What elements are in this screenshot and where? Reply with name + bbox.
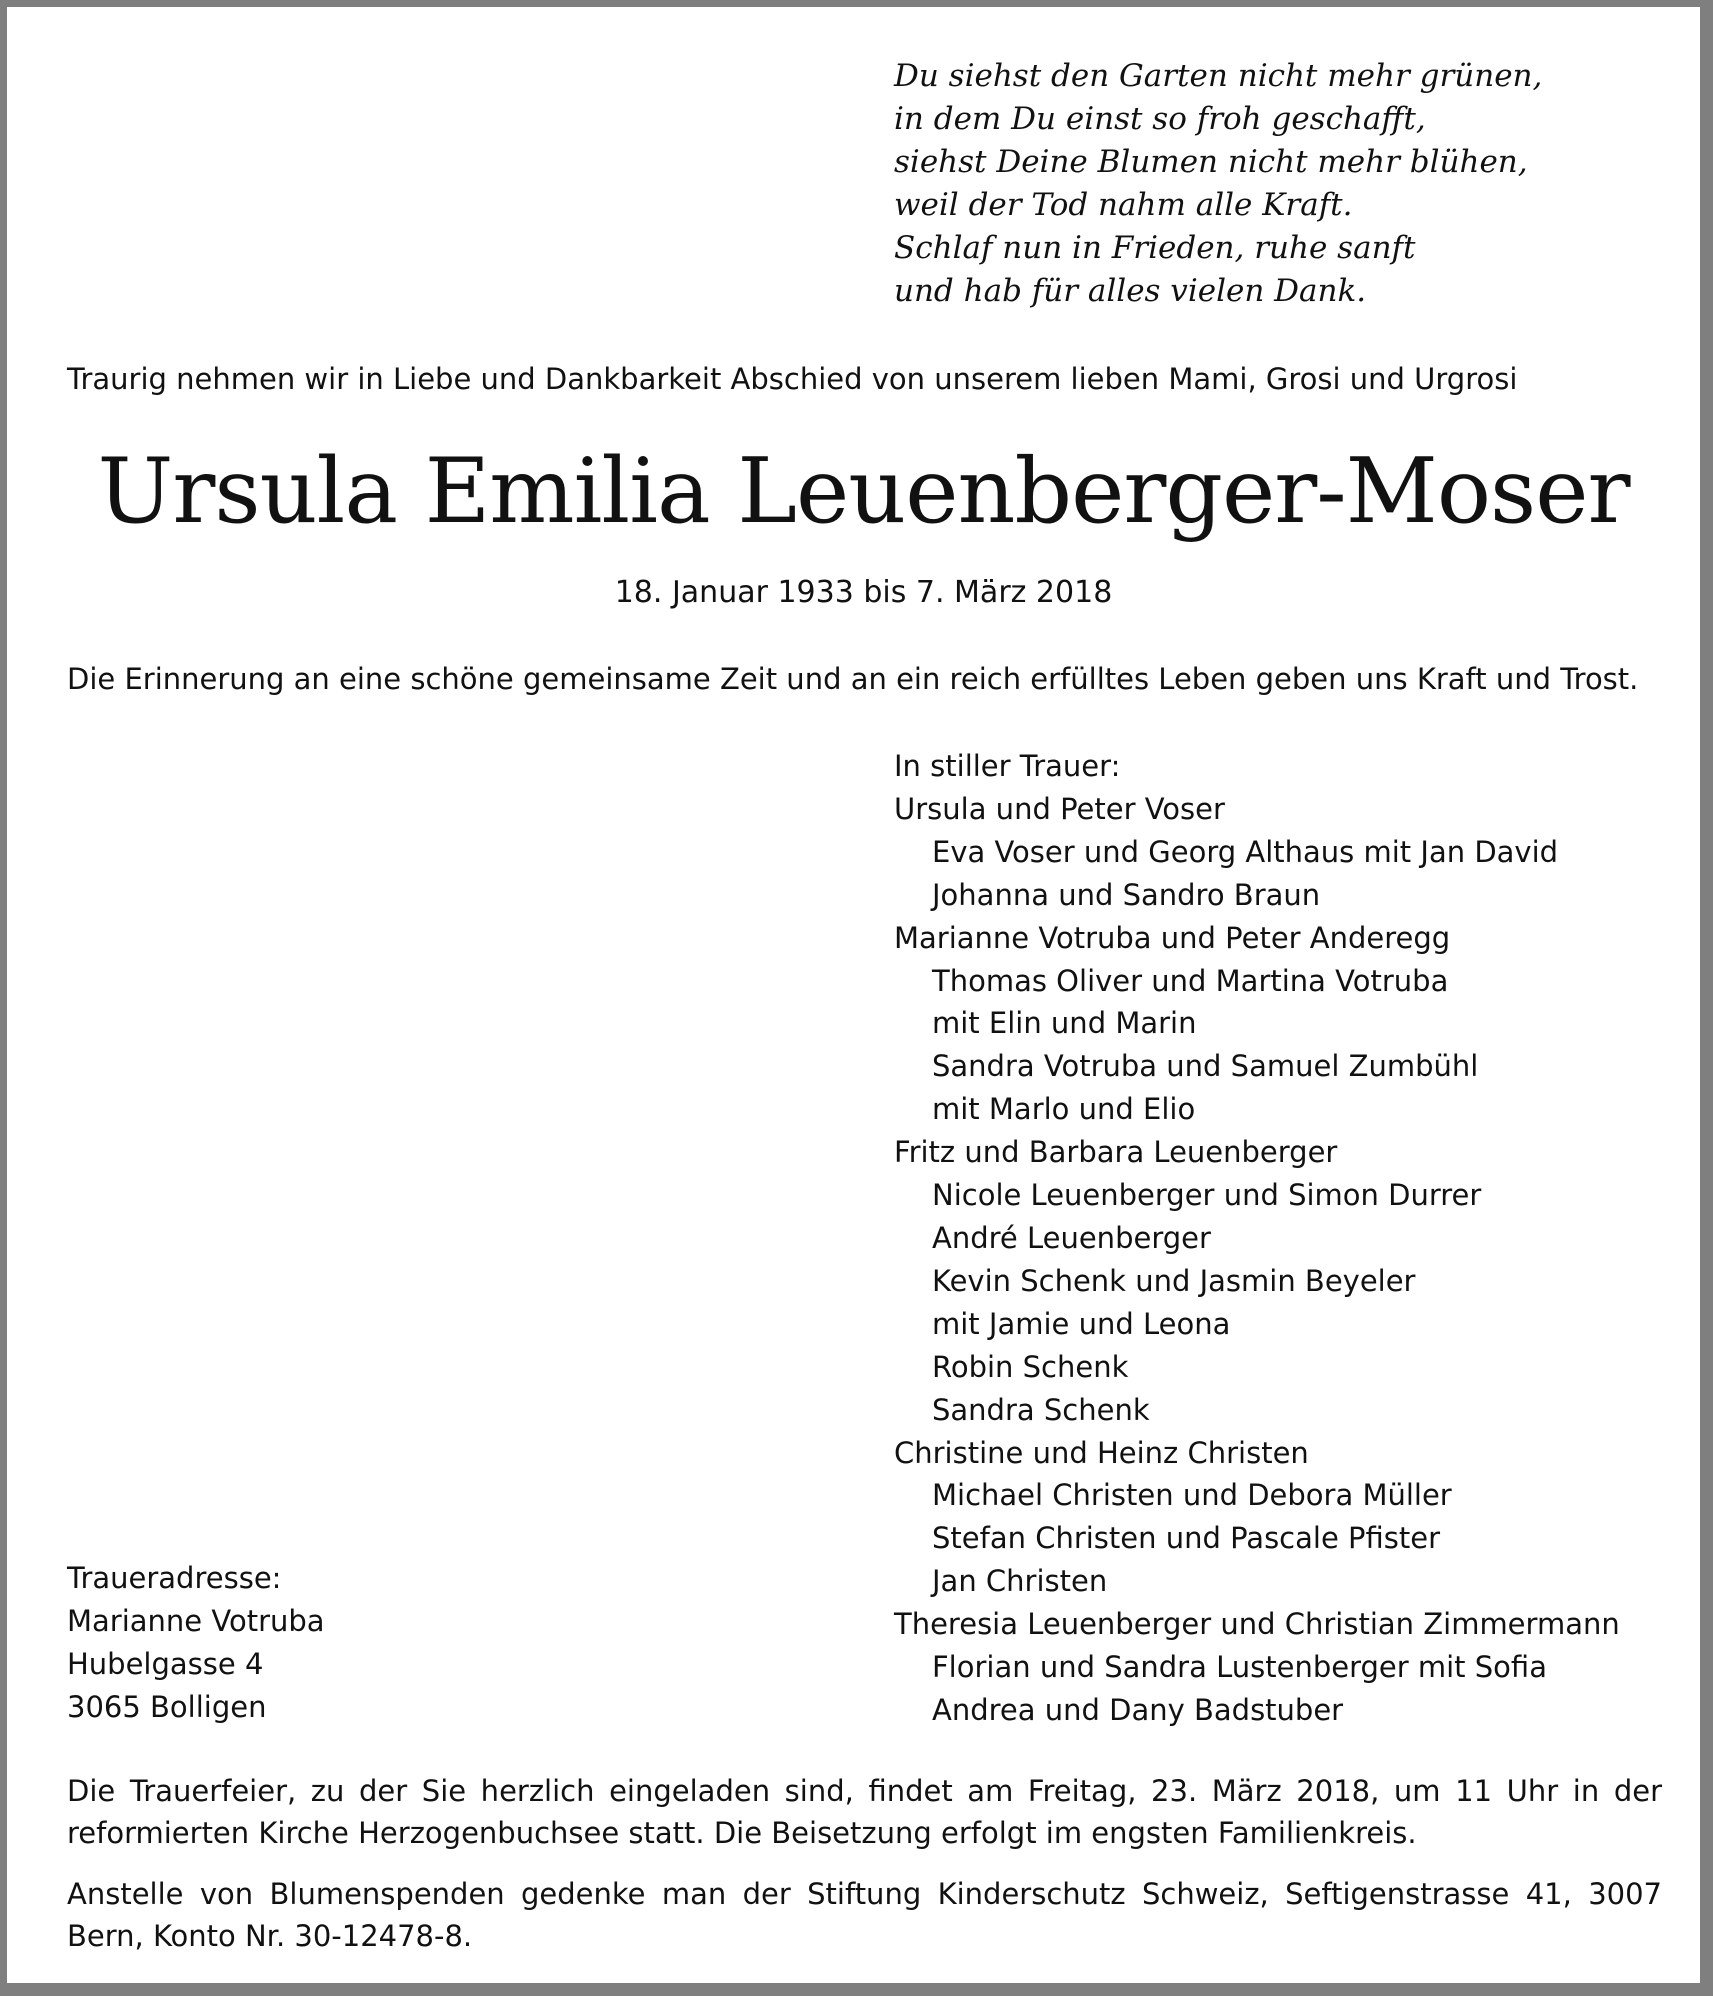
poem-line: Schlaf nun in Frieden, ruhe sanft: [894, 230, 1416, 266]
mourner-line: mit Marlo und Elio: [932, 1092, 1196, 1127]
deceased-name: Ursula Emilia Leuenberger-Moser: [97, 439, 1630, 544]
mourner-line: mit Elin und Marin: [932, 1006, 1197, 1041]
mourner-line: Thomas Oliver und Martina Votruba: [932, 963, 1449, 998]
mourners-heading: In stiller Trauer:: [894, 749, 1121, 783]
memory-text: Die Erinnerung an eine schöne gemeinsame Zeit und an ein reich erfülltes Leben geben uns Kraft und Trost.: [67, 662, 1639, 696]
mourner-line: Andrea und Dany Badstuber: [932, 1692, 1344, 1727]
mourner-line: Florian und Sandra Lustenberger mit Sofia: [932, 1650, 1547, 1685]
address-street: Hubelgasse 4: [67, 1646, 264, 1681]
mourner-line: Ursula und Peter Voser: [894, 791, 1225, 826]
mourner-line: Michael Christen und Debora Müller: [932, 1478, 1452, 1513]
mourner-line: Sandra Votruba und Samuel Zumbühl: [932, 1049, 1479, 1084]
donation-text: Anstelle von Blumenspenden gedenke man der Stiftung Kinderschutz Schweiz, Seftigenstrasse 41, 3007 Bern, Konto Nr. 30-12478-8.: [67, 1877, 1662, 1953]
mourner-line: André Leuenberger: [932, 1220, 1211, 1255]
mourner-line: Kevin Schenk und Jasmin Beyeler: [932, 1263, 1416, 1298]
mourner-line: Nicole Leuenberger und Simon Durrer: [932, 1178, 1482, 1213]
mourner-line: Eva Voser und Georg Althaus mit Jan David: [932, 834, 1559, 869]
mourner-line: Fritz und Barbara Leuenberger: [894, 1135, 1338, 1170]
mourner-line: Christine und Heinz Christen: [894, 1435, 1309, 1470]
mourning-address: [67, 1557, 325, 1729]
mourner-line: Stefan Christen und Pascale Pfister: [932, 1521, 1441, 1556]
service-text: Die Trauerfeier, zu der Sie herzlich eingeladen sind, findet am Freitag, 23. März 2018, um 11 Uhr in der reformierten Kirche Herzogenbuchsee statt. Die Beisetzung erfolgt im engsten Familienkreis.: [67, 1774, 1662, 1850]
poem-line: und hab für alles vielen Dank.: [894, 273, 1367, 309]
poem-line: Du siehst den Garten nicht mehr grünen,: [894, 58, 1543, 94]
poem: [894, 55, 1542, 313]
address-city: 3065 Bolligen: [67, 1689, 267, 1724]
mourner-line: Robin Schenk: [932, 1349, 1129, 1384]
mourner-line: Sandra Schenk: [932, 1392, 1150, 1427]
mourners-list: [894, 745, 1620, 1732]
address-label: Traueradresse:: [67, 1561, 282, 1595]
mourner-line: mit Jamie und Leona: [932, 1306, 1231, 1341]
mourner-line: Jan Christen: [932, 1564, 1108, 1599]
mourner-line: Theresia Leuenberger und Christian Zimmermann: [894, 1607, 1620, 1642]
poem-line: siehst Deine Blumen nicht mehr blühen,: [894, 144, 1528, 180]
mourner-line: Johanna und Sandro Braun: [932, 877, 1321, 912]
life-dates: 18. Januar 1933 bis 7. März 2018: [614, 575, 1113, 610]
poem-line: weil der Tod nahm alle Kraft.: [894, 187, 1353, 223]
address-name: Marianne Votruba: [67, 1603, 325, 1638]
intro-text: Traurig nehmen wir in Liebe und Dankbarkeit Abschied von unserem lieben Mami, Grosi und Urgrosi: [67, 362, 1518, 396]
mourner-line: Marianne Votruba und Peter Anderegg: [894, 920, 1451, 955]
poem-line: in dem Du einst so froh geschafft,: [894, 101, 1426, 137]
